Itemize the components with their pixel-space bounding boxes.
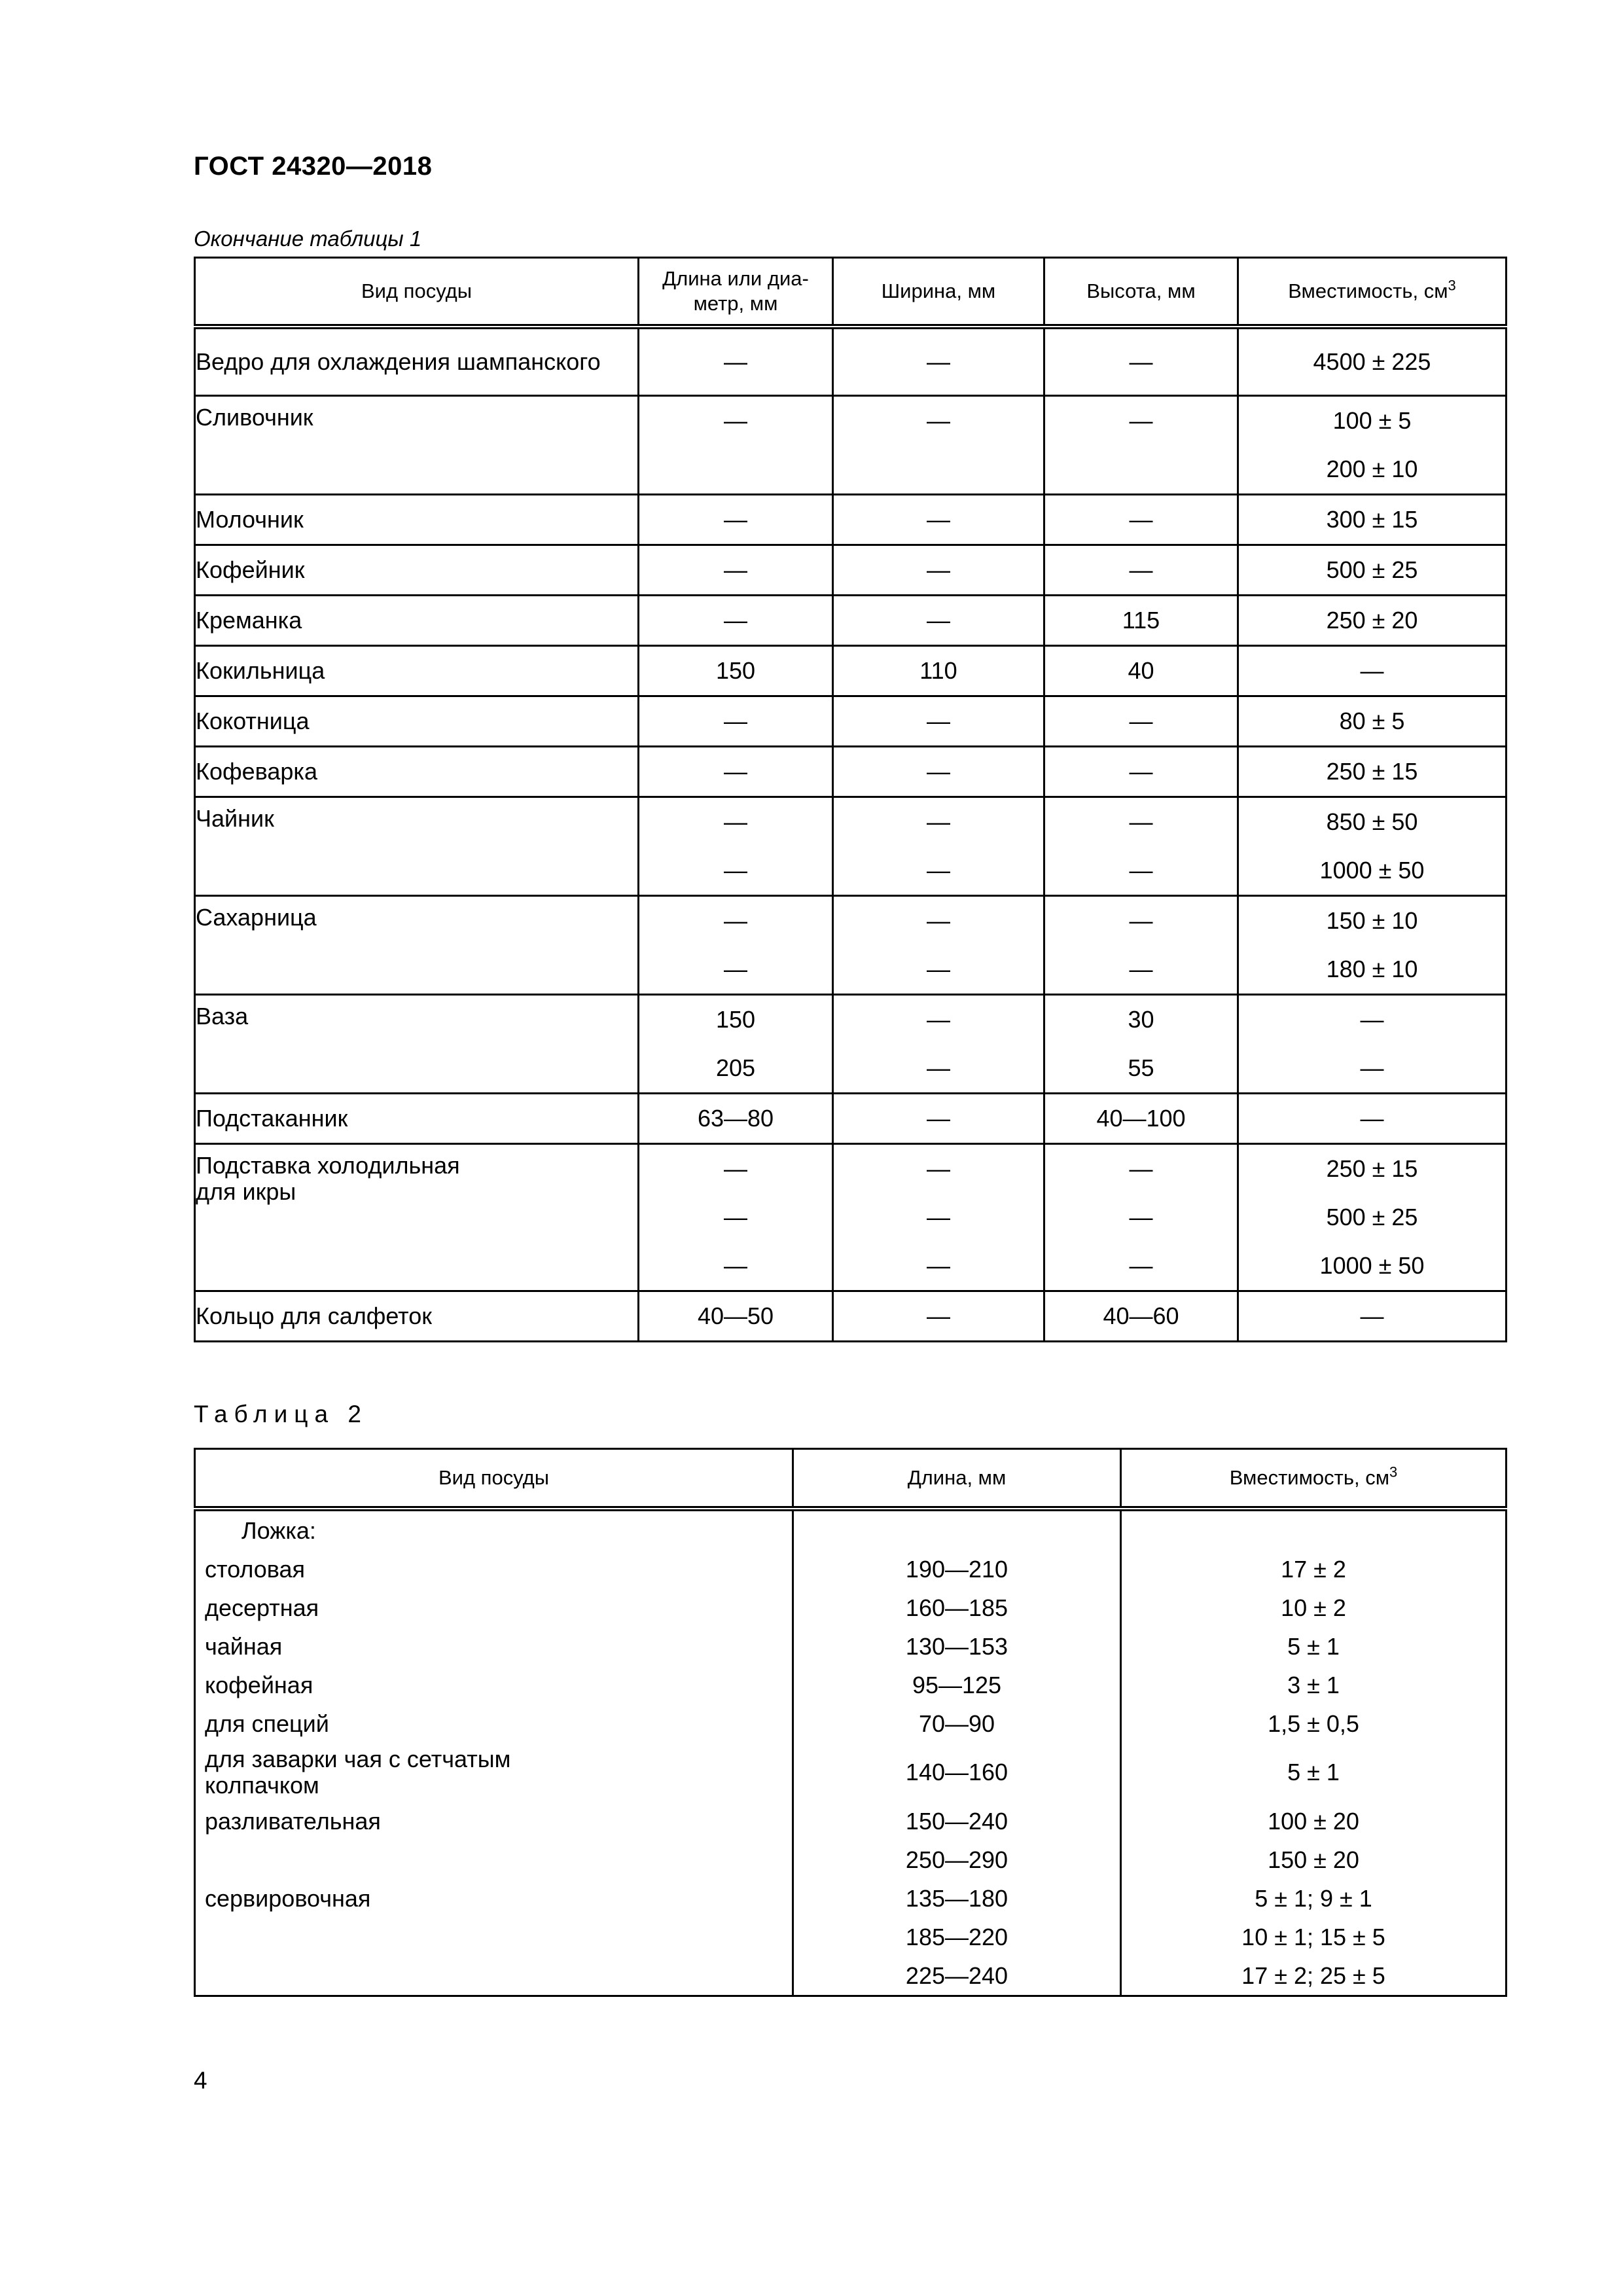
cell-value: 55: [1128, 1054, 1154, 1081]
page-number: 4: [194, 2067, 207, 2094]
cell-value: 150: [715, 1006, 756, 1033]
cell-value: 4500 ± 225: [1313, 348, 1431, 375]
cell-value: —: [724, 907, 747, 934]
cell-value: 205: [715, 1054, 756, 1081]
table-row: [195, 1550, 1507, 1588]
table-row: [195, 396, 1507, 495]
cell-capacity: [1238, 797, 1507, 896]
document-header: ГОСТ 24320—2018: [194, 152, 433, 181]
cell-value: 40—60: [1103, 1302, 1179, 1329]
cell-width: [833, 995, 1044, 1094]
table-row: [195, 1704, 1507, 1743]
cell-height: [1044, 545, 1238, 596]
table-2-header-row: [195, 1449, 1507, 1509]
cell-value: —: [724, 708, 747, 734]
row-item-name: Чайник: [195, 797, 639, 896]
col-header-type: Вид посуды: [195, 258, 639, 327]
cell-value: —: [927, 857, 950, 884]
row-item-name: Кольцо для салфеток: [195, 1291, 639, 1342]
cell-value: —: [927, 1006, 950, 1033]
cell-height: [1044, 396, 1238, 495]
cell-value: —: [724, 1252, 747, 1279]
cell-width: [833, 747, 1044, 797]
cell-length: 130—153: [793, 1627, 1121, 1666]
cell-value: 63—80: [697, 1105, 774, 1132]
cell-value: 250 ± 15: [1326, 758, 1418, 785]
cell-value: —: [724, 956, 747, 982]
cell-value: —: [1360, 1054, 1384, 1081]
cell-value: 110: [919, 657, 957, 684]
table-2: [194, 1448, 1507, 1997]
row-item-name: Сахарница: [195, 896, 639, 995]
cell-height: [1044, 696, 1238, 747]
row-item-name: Кофеварка: [195, 747, 639, 797]
table-row: [195, 896, 1507, 995]
cell-width: [833, 646, 1044, 696]
cell-value: —: [1129, 808, 1153, 835]
col-header-height: Высота, мм: [1044, 258, 1238, 327]
cell-value: 250 ± 20: [1326, 607, 1418, 634]
row-item-name: сервировочная: [195, 1879, 793, 1918]
cell-capacity: 10 ± 1; 15 ± 5: [1121, 1918, 1507, 1956]
cell-value: —: [1129, 1252, 1153, 1279]
table-row: [195, 1956, 1507, 1996]
cell-value: 40: [1128, 657, 1154, 684]
table-row: [195, 646, 1507, 696]
cell-length: 250—290: [793, 1840, 1121, 1879]
table-row: [195, 995, 1507, 1094]
cell-value: —: [1129, 348, 1153, 375]
cell-value: 200 ± 10: [1326, 456, 1418, 482]
row-item-name: Кокильница: [195, 646, 639, 696]
cell-width: [833, 797, 1044, 896]
cell-value: —: [724, 808, 747, 835]
cell-value: 500 ± 25: [1326, 1204, 1418, 1230]
cell-capacity: 5 ± 1: [1121, 1743, 1507, 1802]
table-row: [195, 696, 1507, 747]
row-item-name: Молочник: [195, 495, 639, 545]
cell-length: 160—185: [793, 1588, 1121, 1627]
cell-value: —: [927, 907, 950, 934]
cell-width: [833, 396, 1044, 495]
cell-height: [1044, 995, 1238, 1094]
cell-value: —: [1129, 857, 1153, 884]
table-row: [195, 1094, 1507, 1144]
row-item-name: Подставка холодильная для икры: [195, 1144, 639, 1291]
row-item-name: [195, 1956, 793, 1996]
cell-capacity: [1238, 1291, 1507, 1342]
row-item-name: для заварки чая с сетчатым колпачком: [195, 1743, 793, 1802]
table-row: [195, 1588, 1507, 1627]
cell-value: —: [1360, 1006, 1384, 1033]
cell-value: [834, 445, 1043, 493]
cell-value: 300 ± 15: [1326, 506, 1418, 533]
cell-value: —: [1129, 907, 1153, 934]
row-item-name: Сливочник: [195, 396, 639, 495]
cell-length: [639, 545, 833, 596]
cell-value: 80 ± 5: [1339, 708, 1405, 734]
col-header-length: Длина, мм: [793, 1449, 1121, 1509]
cell-value: 180 ± 10: [1326, 956, 1418, 982]
cell-capacity: [1238, 327, 1507, 396]
table-row: [195, 1627, 1507, 1666]
cell-height: [1044, 747, 1238, 797]
row-item-name: чайная: [195, 1627, 793, 1666]
cell-length: [639, 646, 833, 696]
table-row: [195, 1879, 1507, 1918]
cell-value: —: [927, 808, 950, 835]
cell-length: 135—180: [793, 1879, 1121, 1918]
row-item-name: Подстаканник: [195, 1094, 639, 1144]
cell-value: —: [1129, 407, 1153, 434]
table-row: [195, 1291, 1507, 1342]
cell-height: [1044, 797, 1238, 896]
cell-value: —: [724, 607, 747, 634]
cell-capacity: [1238, 1094, 1507, 1144]
table-row: [195, 797, 1507, 896]
cell-length: 95—125: [793, 1666, 1121, 1704]
cell-value: —: [927, 607, 950, 634]
row-item-name: Кофейник: [195, 545, 639, 596]
cell-capacity: 17 ± 2; 25 ± 5: [1121, 1956, 1507, 1996]
cell-value: 100 ± 5: [1332, 407, 1412, 434]
row-item-name: столовая: [195, 1550, 793, 1588]
cell-value: —: [927, 556, 950, 583]
cell-width: [833, 1291, 1044, 1342]
cell-value: —: [1129, 708, 1153, 734]
cell-value: —: [1129, 758, 1153, 785]
row-item-name: десертная: [195, 1588, 793, 1627]
cell-width: [833, 596, 1044, 646]
cell-length: [639, 1144, 833, 1291]
cell-value: —: [927, 1302, 950, 1329]
cell-height: [1044, 1094, 1238, 1144]
table-row: [195, 1840, 1507, 1879]
table2-caption: Таблица 2: [194, 1401, 368, 1427]
cell-capacity: [1238, 995, 1507, 1094]
cell-capacity: 5 ± 1: [1121, 1627, 1507, 1666]
cell-capacity: 150 ± 20: [1121, 1840, 1507, 1879]
cell-value: —: [1129, 956, 1153, 982]
cell-value: —: [724, 506, 747, 533]
cell-value: 1000 ± 50: [1319, 1252, 1425, 1279]
cell-length: [639, 995, 833, 1094]
cell-value: —: [1129, 1155, 1153, 1182]
cell-value: —: [927, 708, 950, 734]
cell-value: —: [927, 956, 950, 982]
cell-capacity: [1238, 896, 1507, 995]
cell-capacity: 100 ± 20: [1121, 1802, 1507, 1840]
cell-value: —: [927, 407, 950, 434]
cell-value: 250 ± 15: [1326, 1155, 1418, 1182]
cell-value: —: [724, 758, 747, 785]
table-row: [195, 1918, 1507, 1956]
cell-value: —: [927, 1204, 950, 1230]
row-item-name: [195, 1918, 793, 1956]
cell-length: [639, 696, 833, 747]
cell-value: —: [1360, 657, 1384, 684]
cell-width: [833, 896, 1044, 995]
cell-length: [639, 1094, 833, 1144]
row-item-name: Ведро для охлаждения шампанского: [195, 327, 639, 396]
cell-height: [1044, 1291, 1238, 1342]
cell-value: 40—50: [697, 1302, 774, 1329]
cell-capacity: 3 ± 1: [1121, 1666, 1507, 1704]
cell-value: 115: [1122, 607, 1160, 634]
cell-width: [833, 545, 1044, 596]
cell-width: [833, 327, 1044, 396]
cell-value: 1000 ± 50: [1319, 857, 1425, 884]
cell-capacity: [1238, 1144, 1507, 1291]
table-row: [195, 596, 1507, 646]
cell-capacity: [1238, 646, 1507, 696]
cell-capacity: [1238, 495, 1507, 545]
cell-width: [833, 696, 1044, 747]
table-row: [195, 1144, 1507, 1291]
cell-length: [639, 797, 833, 896]
cell-height: [1044, 646, 1238, 696]
cell-value: 40—100: [1096, 1105, 1186, 1132]
cell-value: —: [927, 506, 950, 533]
cell-capacity: [1238, 696, 1507, 747]
cell-value: —: [927, 1054, 950, 1081]
col-header-capacity: Вместимость, $см^3$: [1238, 258, 1507, 327]
col-header-width: Ширина, мм: [833, 258, 1044, 327]
cell-value: —: [724, 556, 747, 583]
cell-height: [1044, 896, 1238, 995]
row-item-name: Ваза: [195, 995, 639, 1094]
cell-value: 500 ± 25: [1326, 556, 1418, 583]
cell-length: 185—220: [793, 1918, 1121, 1956]
cell-value: 150: [715, 657, 756, 684]
cell-length: [639, 1291, 833, 1342]
cell-value: 30: [1128, 1006, 1154, 1033]
cell-length: 70—90: [793, 1704, 1121, 1743]
cell-length: [639, 327, 833, 396]
cell-length: [639, 495, 833, 545]
cell-length: [639, 596, 833, 646]
cell-length: 140—160: [793, 1743, 1121, 1802]
table1-caption: Окончание таблицы 1: [194, 226, 422, 251]
cell-height: [1044, 327, 1238, 396]
cell-value: [639, 445, 832, 493]
cell-length: 190—210: [793, 1550, 1121, 1588]
cell-length: [639, 896, 833, 995]
cell-length: [639, 396, 833, 495]
col-header-capacity: Вместимость, $см^3$: [1121, 1449, 1507, 1509]
cell-height: [1044, 495, 1238, 545]
row-item-name: [195, 1840, 793, 1879]
cell-value: 150 ± 10: [1326, 907, 1418, 934]
row-item-name: кофейная: [195, 1666, 793, 1704]
table-row: [195, 747, 1507, 797]
cell-width: [833, 1094, 1044, 1144]
row-item-name: Креманка: [195, 596, 639, 646]
col-header-length: Длина или диа- метр, мм: [639, 258, 833, 327]
cell-value: —: [927, 1155, 950, 1182]
cell-capacity: 1,5 ± 0,5: [1121, 1704, 1507, 1743]
table-row: [195, 495, 1507, 545]
cell-value: —: [724, 407, 747, 434]
cell-capacity: [1238, 596, 1507, 646]
cell-value: —: [724, 1204, 747, 1230]
cell-value: 850 ± 50: [1326, 808, 1418, 835]
cell-value: —: [1360, 1302, 1384, 1329]
cell-value: —: [724, 857, 747, 884]
cell-height: [1044, 1144, 1238, 1291]
table-1: [194, 257, 1507, 1342]
cell-height: [1044, 596, 1238, 646]
table-row: [195, 327, 1507, 396]
cell-width: [833, 495, 1044, 545]
cell-capacity: 5 ± 1; 9 ± 1: [1121, 1879, 1507, 1918]
table-row: [195, 545, 1507, 596]
cell-value: —: [927, 1252, 950, 1279]
table-row: [195, 1802, 1507, 1840]
cell-value: —: [1360, 1105, 1384, 1132]
cell-value: —: [927, 758, 950, 785]
cell-length: 150—240: [793, 1802, 1121, 1840]
cell-capacity: [1238, 747, 1507, 797]
row-item-name: разливательная: [195, 1802, 793, 1840]
cell-capacity: 17 ± 2: [1121, 1550, 1507, 1588]
table-1-header-row: [195, 258, 1507, 327]
cell-value: [1045, 445, 1237, 493]
cell-capacity: 10 ± 2: [1121, 1588, 1507, 1627]
row-item-name: для специй: [195, 1704, 793, 1743]
cell-length: 225—240: [793, 1956, 1121, 1996]
cell-capacity: [1238, 396, 1507, 495]
cell-capacity: [1238, 545, 1507, 596]
cell-value: —: [724, 1155, 747, 1182]
cell-value: —: [1129, 506, 1153, 533]
cell-value: —: [724, 348, 747, 375]
cell-length: [639, 747, 833, 797]
table-row-group-label: [195, 1509, 1507, 1550]
cell-value: —: [927, 348, 950, 375]
table-row: [195, 1743, 1507, 1802]
cell-value: —: [927, 1105, 950, 1132]
col-header-type: Вид посуды: [195, 1449, 793, 1509]
cell-value: —: [1129, 1204, 1153, 1230]
group-label: Ложка:: [195, 1509, 793, 1550]
cell-value: —: [1129, 556, 1153, 583]
table-row: [195, 1666, 1507, 1704]
row-item-name: Кокотница: [195, 696, 639, 747]
cell-width: [833, 1144, 1044, 1291]
